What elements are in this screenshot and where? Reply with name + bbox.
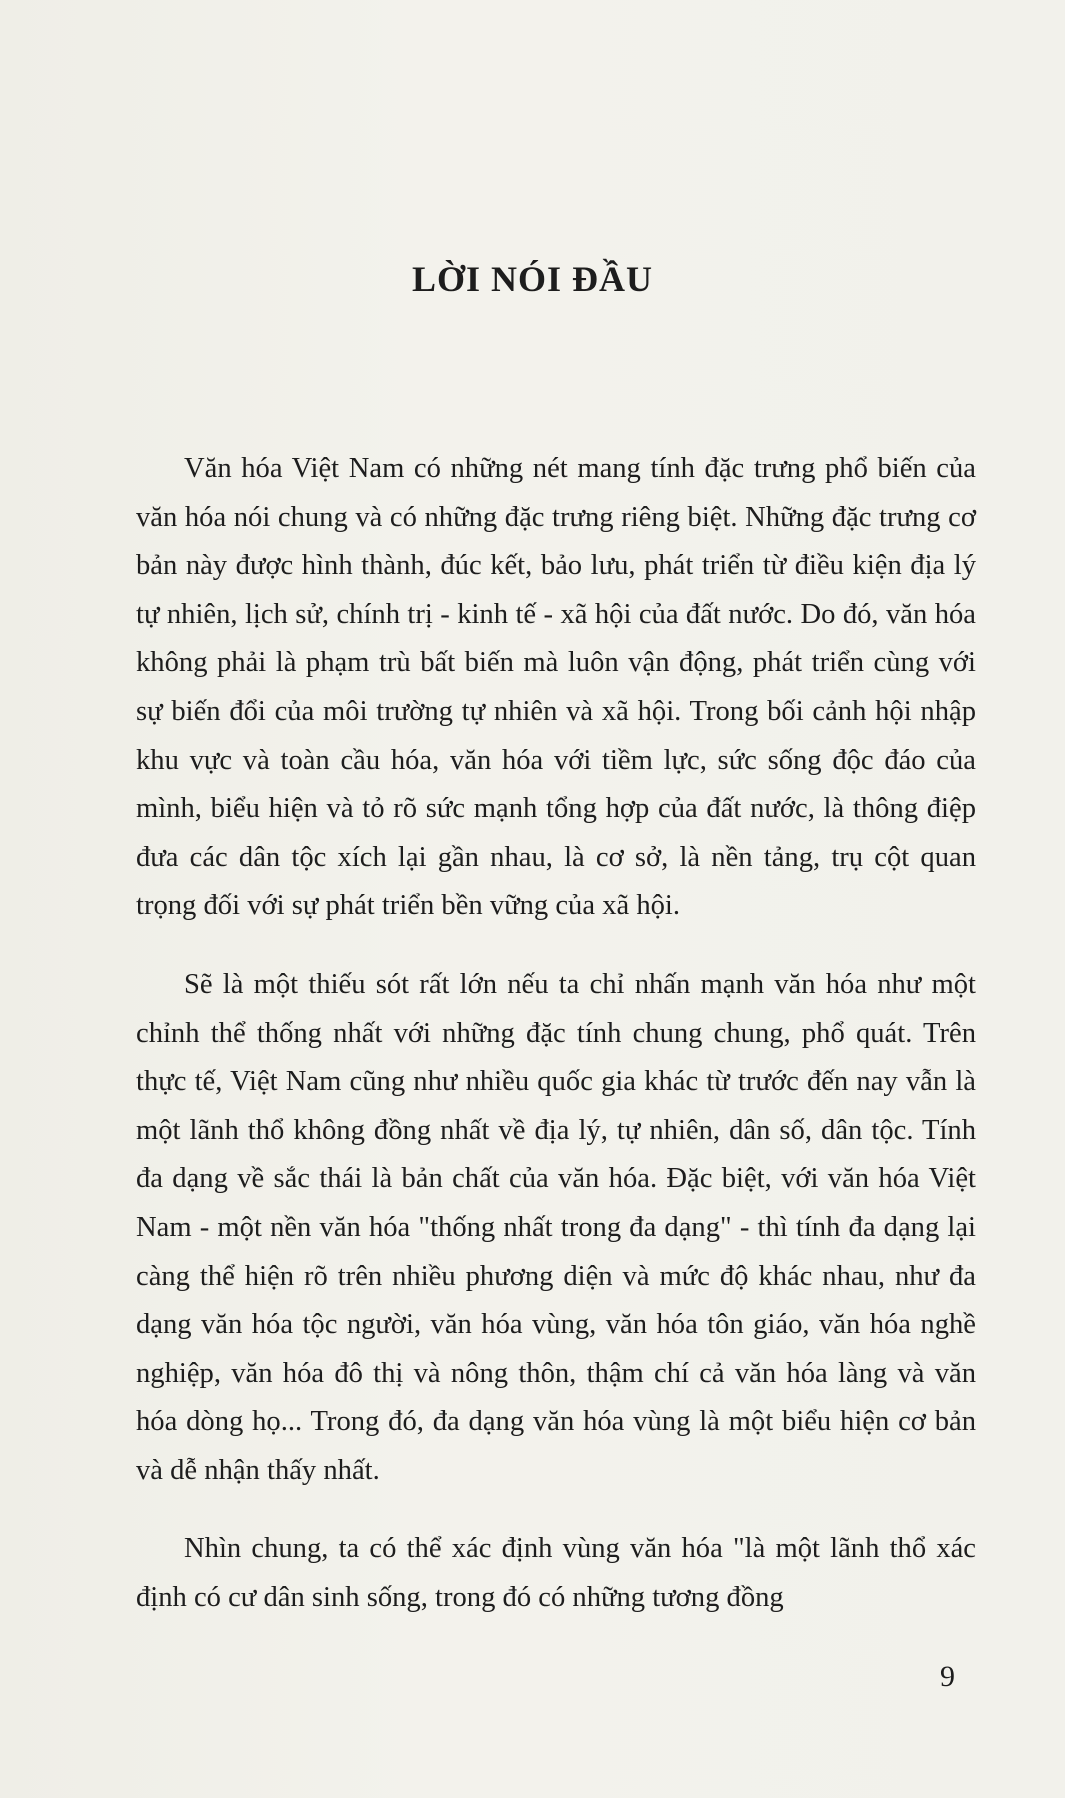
paragraph-2: Sẽ là một thiếu sót rất lớn nếu ta chỉ nhấn mạnh văn hóa như một chỉnh thể thống nhất với những đặc tính chung chung, phổ quát. Trên thực tế, Việt Nam cũng như nhiều quốc gia khác từ trước đến nay vẫn là một lãnh thổ không đồng nhất về địa lý, tự nhiên, dân số, dân tộc. Tính đa dạng về sắc thái là bản chất của văn hóa. Đặc biệt, với văn hóa Việt Nam - một nền văn hóa "thống nhất trong đa dạng" - thì tính đa dạng lại càng thể hiện rõ trên nhiều phương diện và mức độ khác nhau, như đa dạng văn hóa tộc người, văn hóa vùng, văn hóa tôn giáo, văn hóa nghề nghiệp, văn hóa đô thị và nông thôn, thậm chí cả văn hóa làng và văn hóa dòng họ... Trong đó, đa dạng văn hóa vùng là một biểu hiện cơ bản và dễ nhận thấy nhất. [136, 968, 976, 1486]
paragraph-1: Văn hóa Việt Nam có những nét mang tính đặc trưng phổ biến của văn hóa nói chung và có những đặc trưng riêng biệt. Những đặc trưng cơ bản này được hình thành, đúc kết, bảo lưu, phát triển từ điều kiện địa lý tự nhiên, lịch sử, chính trị - kinh tế - xã hội của đất nước. Do đó, văn hóa không phải là phạm trù bất biến mà luôn vận động, phát triển cùng với sự biến đổi của môi trường tự nhiên và xã hội. Trong bối cảnh hội nhập khu vực và toàn cầu hóa, văn hóa với tiềm lực, sức sống độc đáo của mình, biểu hiện và tỏ rõ sức mạnh tổng hợp của đất nước, là thông điệp đưa các dân tộc xích lại gần nhau, là cơ sở, là nền tảng, trụ cột quan trọng đối với sự phát triển bền vững của xã hội. [136, 453, 976, 922]
page-number: 9 [940, 1660, 955, 1693]
body-text [136, 445, 976, 1653]
paragraph-3: Nhìn chung, ta có thể xác định vùng văn hóa "là một lãnh thổ xác định có cư dân sinh sống, trong đó có những tương đồng [136, 1533, 976, 1614]
page-title: LỜI NÓI ĐẦU [411, 259, 654, 299]
